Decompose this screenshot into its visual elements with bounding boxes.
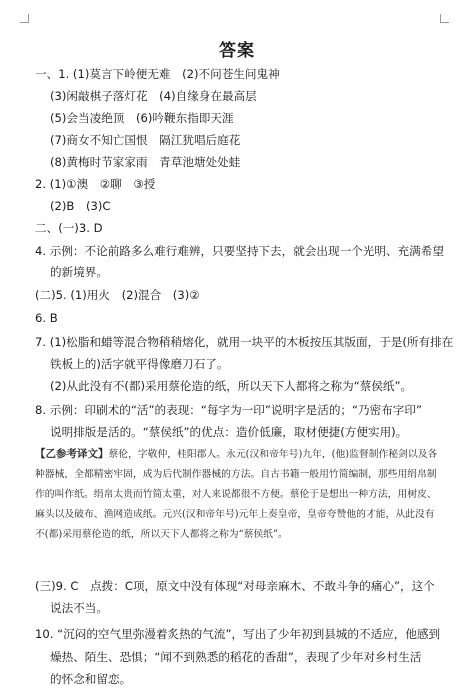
answer-line: 说明排版是活的。“蔡侯纸”的优点：造价低廉，取材便捷(方便实用)。 bbox=[50, 425, 408, 439]
answer-line: (8)黄梅时节家家雨 青草池塘处处蛙 bbox=[50, 155, 241, 169]
answer-line: 4. 示例：不论前路多么难行难辨，只要坚持下去，就会出现一个光明、充满希望 bbox=[35, 244, 444, 258]
translation-text: 蔡伦，字敬仲，桂阳郡人。永元(汉和帝年号)九年，(他)监督制作秘剑以及各种器械，全都精密牢固，成为后代制作器械的方法。自古书籍一般用竹简编制，那些用绢帛制作的叫作纸。绢帛太贵而竹简太重，对人来说都很不方便。蔡伦于是想出一种方法，用树皮、麻头以及破布、渔网造成纸。元兴(汉和帝年号)元年上奏皇帝，皇帝夸赞他的才能，从此没有不(都)采用蔡伦造的纸，所以天下人都将之称为“蔡侯纸”。 bbox=[35, 449, 438, 540]
translation-block bbox=[35, 444, 439, 545]
page-title: 答案 bbox=[219, 41, 255, 61]
answer-line: (7)商女不知亡国恨 隔江犹唱后庭花 bbox=[50, 133, 241, 147]
answer-line: 10. “沉闷的空气里弥漫着炙热的气流”，写出了少年初到县城的不适应，他感到 bbox=[35, 627, 441, 641]
answer-line: (3)闲敲棋子落灯花 (4)自缘身在最高层 bbox=[50, 89, 257, 103]
answer-line: (二)5. (1)用火 (2)混合 (3)② bbox=[35, 288, 200, 302]
answer-line: 8. 示例：印刷术的“活”的表现：“每字为一印”说明字是活的；“乃密布字印” bbox=[35, 403, 423, 417]
answer-line: 2. (1)①澳 ②聊 ③授 bbox=[35, 177, 156, 191]
answer-line: 燥热、陌生、恐惧；“闻不到熟悉的稻花的香甜”，表现了少年对乡村生活 bbox=[50, 650, 422, 664]
answer-line: 的新境界。 bbox=[50, 265, 108, 279]
translation-tag: 【乙参考译文】 bbox=[35, 448, 109, 460]
answer-line: (三)9. C 点拨：C项，原文中没有体现“对母亲麻木、不敢斗争的痛心”，这个 bbox=[35, 579, 435, 593]
crop-mark-top-left bbox=[20, 14, 29, 23]
answer-line: (5)会当凌绝顶 (6)吟鞭东指即天涯 bbox=[50, 111, 234, 125]
answer-line: 铁板上的)活字就平得像磨刀石了。 bbox=[50, 357, 229, 371]
answer-line: 说法不当。 bbox=[50, 601, 108, 615]
answer-line: (2)从此没有不(都)采用蔡伦造的纸，所以天下人都将之称为“蔡侯纸”。 bbox=[50, 379, 413, 393]
answer-line: 二、(一)3. D bbox=[35, 221, 103, 235]
answer-line: 6. B bbox=[35, 311, 58, 325]
answer-line: 一、1. (1)莫言下岭便无难 (2)不问苍生问鬼神 bbox=[35, 67, 280, 81]
crop-mark-top-right bbox=[440, 14, 449, 23]
answer-line: (2)B (3)C bbox=[50, 199, 111, 213]
answer-line: 7. (1)松脂和蜡等混合物稍稍熔化，就用一块平的木板按压其版面，于是(所有排在 bbox=[35, 335, 454, 349]
answer-line: 的怀念和留恋。 bbox=[50, 672, 132, 686]
